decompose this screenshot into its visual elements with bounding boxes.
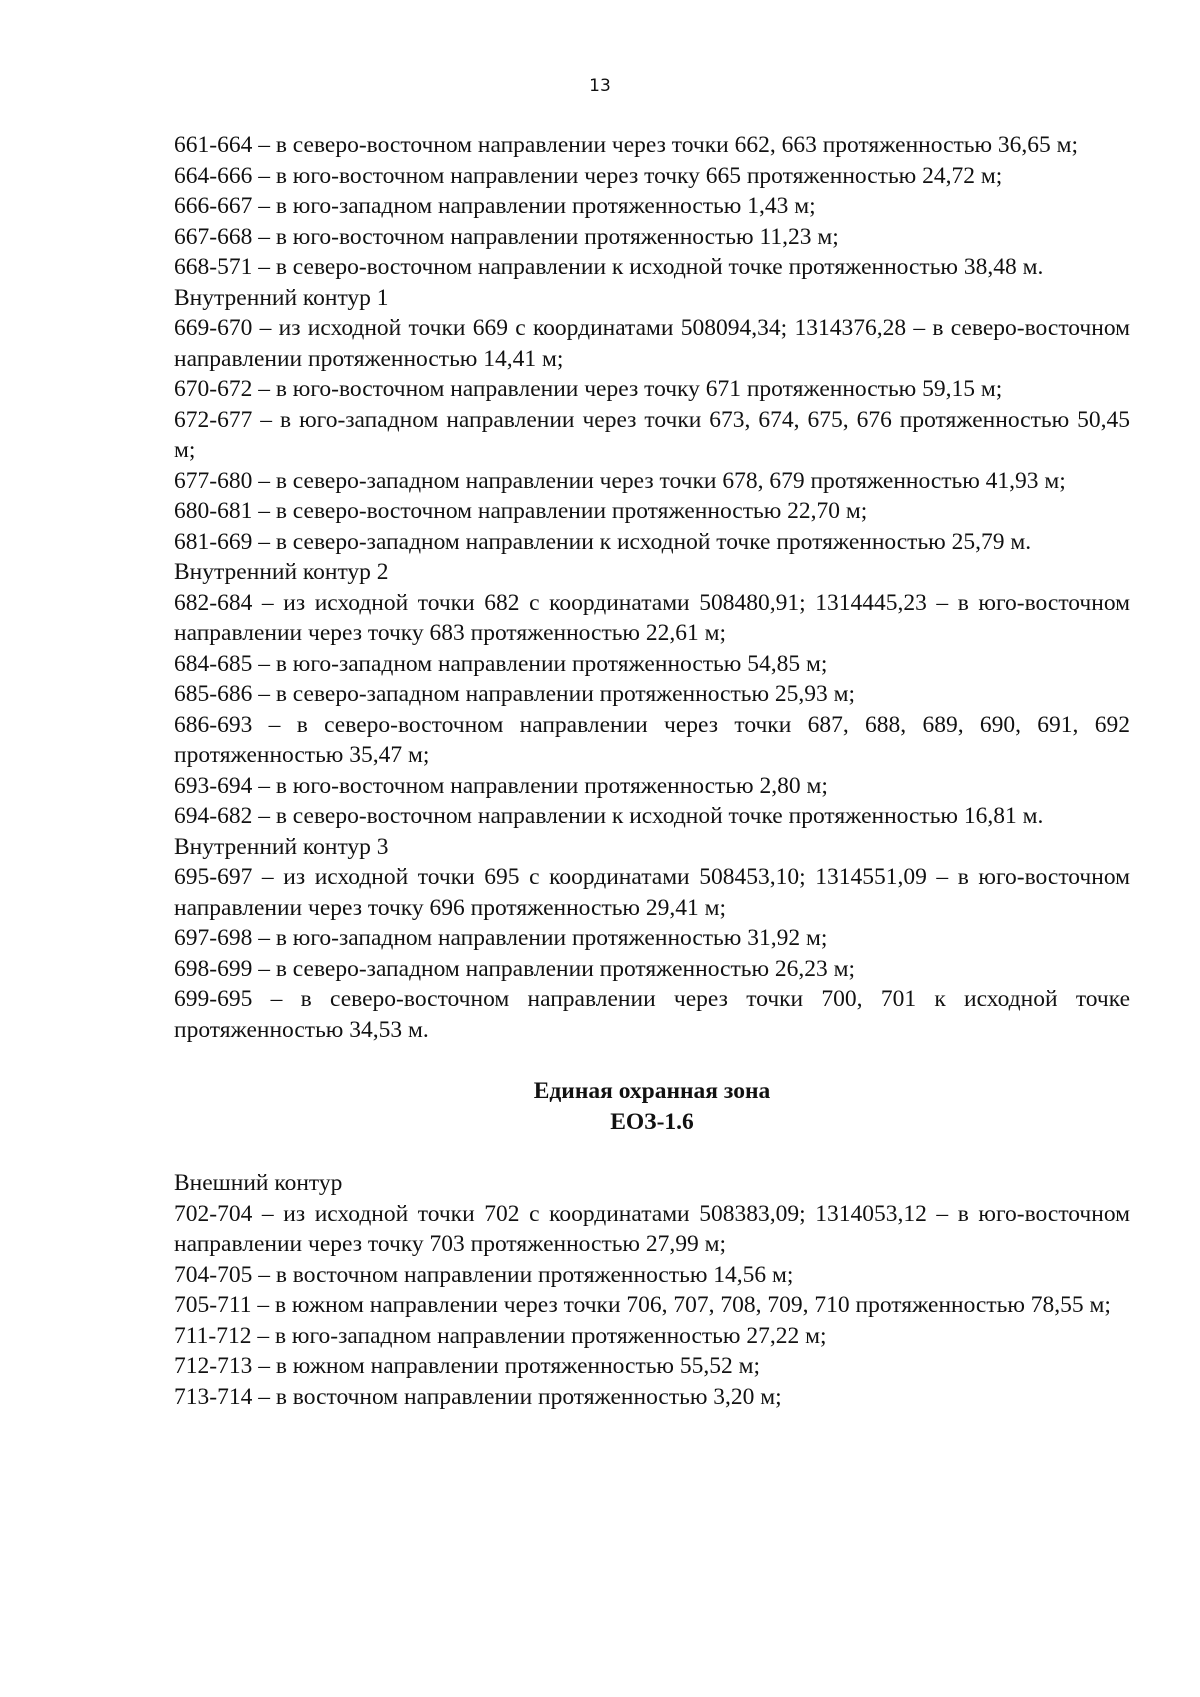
paragraph: 684-685 – в юго-западном направлении протяженностью 54,85 м; bbox=[174, 650, 828, 677]
paragraph: 698-699 – в северо-западном направлении протяженностью 26,23 м; bbox=[174, 955, 856, 982]
paragraph: 672-677 – в юго-западном направлении через точки 673, 674, 675, 676 протяженностью 50,45 м; bbox=[174, 406, 1130, 463]
section-heading bbox=[174, 1076, 1130, 1137]
paragraph: 667-668 – в юго-восточном направлении протяженностью 11,23 м; bbox=[174, 223, 839, 250]
heading-title: Единая охранная зона bbox=[533, 1078, 771, 1104]
section-eoz-boundary bbox=[174, 1168, 1130, 1412]
paragraph: 695-697 – из исходной точки 695 с координатами 508453,10; 1314551,09 – в юго-восточном направлении через точку 696 протяженностью 29,41 м; bbox=[174, 864, 1130, 921]
contour-title: Внутренний контур 1 bbox=[174, 284, 389, 311]
paragraph: 713-714 – в восточном направлении протяженностью 3,20 м; bbox=[174, 1383, 782, 1410]
paragraph: 661-664 – в северо-восточном направлении через точки 662, 663 протяженностью 36,65 м; bbox=[174, 132, 1079, 158]
contour-title: Внутренний контур 2 bbox=[174, 559, 389, 585]
paragraph: 705-711 – в южном направлении через точки 706, 707, 708, 709, 710 протяженностью 78,55 м; bbox=[174, 1292, 1111, 1318]
section-boundary-descriptions bbox=[174, 130, 1130, 1045]
paragraph: 711-712 – в юго-западном направлении протяженностью 27,22 м; bbox=[174, 1322, 827, 1349]
paragraph: 686-693 – в северо-восточном направлении через точки 687, 688, 689, 690, 691, 692 протяженностью 35,47 м; bbox=[174, 711, 1130, 768]
paragraph: 702-704 – из исходной точки 702 с координатами 508383,09; 1314053,12 – в юго-восточном направлении через точку 703 протяженностью 27,99 м; bbox=[174, 1200, 1130, 1257]
paragraph: 677-680 – в северо-западном направлении через точки 678, 679 протяженностью 41,93 м; bbox=[174, 467, 1066, 494]
paragraph: 680-681 – в северо-восточном направлении протяженностью 22,70 м; bbox=[174, 498, 868, 524]
page-number: 13 bbox=[589, 76, 611, 96]
paragraph: 699-695 – в северо-восточном направлении через точки 700, 701 к исходной точке протяженностью 34,53 м. bbox=[174, 986, 1130, 1043]
paragraph: 668-571 – в северо-восточном направлении к исходной точке протяженностью 38,48 м. bbox=[174, 254, 1044, 280]
document-body bbox=[174, 130, 1130, 1412]
paragraph: 669-670 – из исходной точки 669 с координатами 508094,34; 1314376,28 – в северо-восточном направлении протяженностью 14,41 м; bbox=[174, 315, 1130, 372]
paragraph: 670-672 – в юго-восточном направлении через точку 671 протяженностью 59,15 м; bbox=[174, 376, 1003, 402]
paragraph: 666-667 – в юго-западном направлении протяженностью 1,43 м; bbox=[174, 193, 816, 219]
contour-title: Внешний контур bbox=[174, 1170, 343, 1196]
paragraph: 681-669 – в северо-западном направлении к исходной точке протяженностью 25,79 м. bbox=[174, 528, 1032, 555]
paragraph: 693-694 – в юго-восточном направлении протяженностью 2,80 м; bbox=[174, 772, 828, 799]
paragraph: 664-666 – в юго-восточном направлении через точку 665 протяженностью 24,72 м; bbox=[174, 162, 1003, 189]
paragraph: 704-705 – в восточном направлении протяженностью 14,56 м; bbox=[174, 1261, 794, 1288]
contour-title: Внутренний контур 3 bbox=[174, 833, 389, 860]
heading-code: ЕОЗ-1.6 bbox=[610, 1108, 694, 1135]
paragraph: 694-682 – в северо-восточном направлении к исходной точке протяженностью 16,81 м. bbox=[174, 803, 1044, 829]
paragraph: 712-713 – в южном направлении протяженностью 55,52 м; bbox=[174, 1353, 761, 1379]
paragraph: 697-698 – в юго-западном направлении протяженностью 31,92 м; bbox=[174, 925, 828, 951]
paragraph: 682-684 – из исходной точки 682 с координатами 508480,91; 1314445,23 – в юго-восточном направлении через точку 683 протяженностью 22,61 м; bbox=[174, 589, 1130, 646]
paragraph: 685-686 – в северо-западном направлении протяженностью 25,93 м; bbox=[174, 681, 856, 707]
